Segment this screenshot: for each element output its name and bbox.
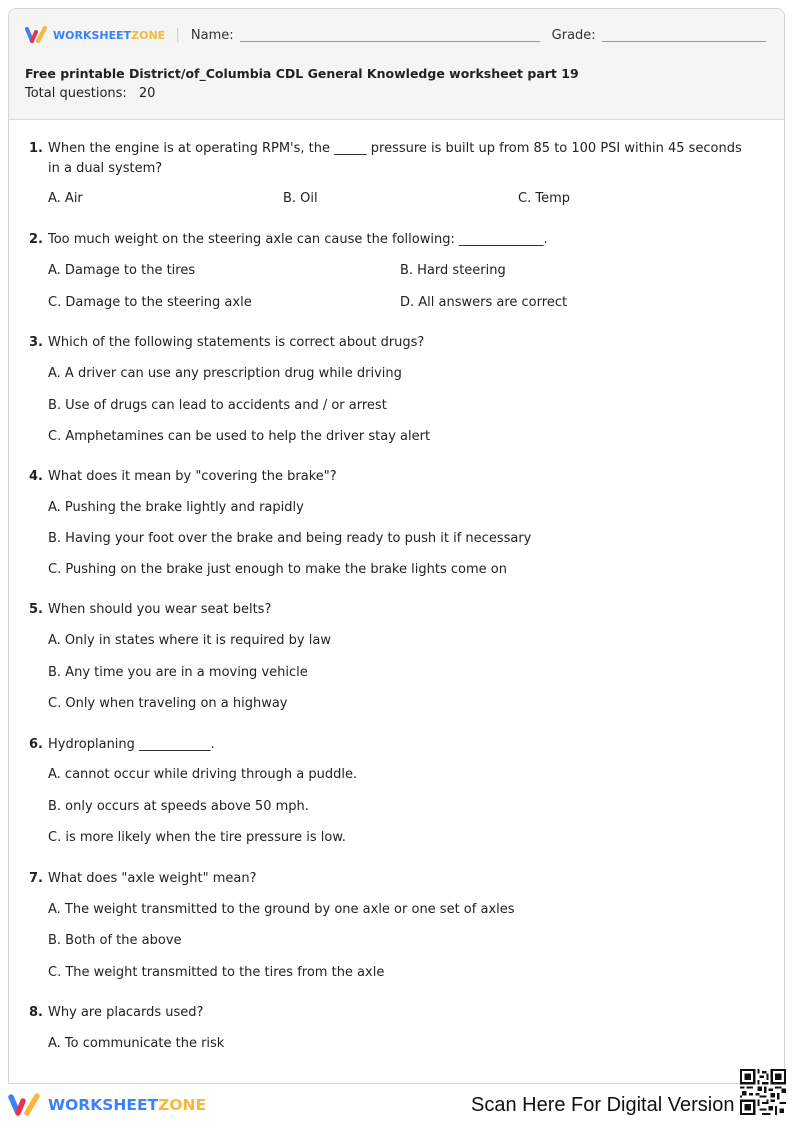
option-b[interactable]: B. Use of drugs can lead to accidents and / or arrest: [48, 398, 387, 413]
logo-word-zone: ZONE: [131, 28, 166, 42]
name-label: Name:: [190, 27, 234, 43]
header-separator: |: [175, 27, 180, 43]
option-c[interactable]: C. Temp: [518, 191, 570, 206]
option-c[interactable]: C. Pushing on the brake just enough to make the brake lights come on: [48, 562, 507, 577]
option-a[interactable]: A. cannot occur while driving through a puddle.: [48, 767, 358, 782]
question-text: Too much weight on the steering axle can cause the following: _____________.: [48, 232, 548, 247]
worksheet-title: Free printable District/of_Columbia CDL General Knowledge worksheet part 19: [25, 66, 579, 81]
logo-word-zone: ZONE: [158, 1096, 207, 1114]
total-questions: [25, 86, 155, 101]
question-text: When should you wear seat belts?: [48, 602, 272, 617]
question-text: Which of the following statements is correct about drugs?: [48, 335, 425, 350]
worksheet-header: [9, 9, 784, 120]
option-a[interactable]: A. Pushing the brake lightly and rapidly: [48, 500, 304, 515]
option-a[interactable]: A. Only in states where it is required by law: [48, 633, 331, 648]
option-b[interactable]: B. only occurs at speeds above 50 mph.: [48, 799, 309, 814]
option-b[interactable]: B. Any time you are in a moving vehicle: [48, 665, 308, 680]
question-text: What does it mean by "covering the brake"?: [48, 469, 337, 484]
option-d[interactable]: D. All answers are correct: [400, 295, 568, 310]
option-a[interactable]: A. Damage to the tires: [48, 263, 196, 278]
qr-code-icon[interactable]: [740, 1069, 786, 1115]
brand-row: [25, 25, 766, 45]
option-b[interactable]: B. Oil: [283, 191, 318, 206]
worksheet-page: [8, 8, 785, 1084]
option-c[interactable]: C. Amphetamines can be used to help the driver stay alert: [48, 429, 431, 444]
option-a[interactable]: A. To communicate the risk: [48, 1036, 225, 1051]
grade-field[interactable]: [602, 28, 766, 42]
option-c[interactable]: C. is more likely when the tire pressure is low.: [48, 830, 346, 845]
question-text: Why are placards used?: [48, 1005, 204, 1020]
question-number: 4.: [29, 469, 43, 484]
scan-caption: Scan Here For Digital Version: [471, 1094, 735, 1116]
option-a[interactable]: A. Air: [48, 191, 83, 206]
question-text: Hydroplaning ___________.: [48, 737, 215, 752]
option-b[interactable]: B. Having your foot over the brake and being ready to push it if necessary: [48, 531, 532, 546]
question-text: What does "axle weight" mean?: [48, 871, 257, 886]
worksheetzone-logo[interactable]: [25, 26, 165, 44]
footer-logo-text: [48, 1096, 206, 1114]
question-number: 7.: [29, 871, 43, 886]
logo-word-worksheet: WORKSHEET: [48, 1096, 159, 1114]
option-a[interactable]: A. A driver can use any prescription drug while driving: [48, 366, 402, 381]
question-number: 8.: [29, 1005, 43, 1020]
footer-logo[interactable]: [8, 1093, 206, 1117]
question-number: 3.: [29, 335, 43, 350]
question-text: When the engine is at operating RPM's, the _____ pressure is built up from 85 to 100 PSI within 45 seconds in a dual system?: [48, 141, 742, 176]
total-questions-value: 20: [138, 86, 156, 101]
question-number: 1.: [29, 141, 43, 156]
question-number: 5.: [29, 602, 43, 617]
worksheetzone-logo-icon: [8, 1093, 42, 1117]
name-field[interactable]: [240, 28, 540, 42]
logo-word-worksheet: WORKSHEET: [53, 28, 132, 42]
option-c[interactable]: C. Damage to the steering axle: [48, 295, 252, 310]
question-number: 2.: [29, 232, 43, 247]
option-c[interactable]: C. Only when traveling on a highway: [48, 696, 288, 711]
total-questions-label: Total questions:: [25, 86, 127, 101]
option-a[interactable]: A. The weight transmitted to the ground by one axle or one set of axles: [48, 902, 515, 917]
option-b[interactable]: B. Both of the above: [48, 933, 182, 948]
grade-label: Grade:: [551, 27, 596, 43]
worksheetzone-logo-icon: [25, 26, 49, 44]
question-number: 6.: [29, 737, 43, 752]
option-b[interactable]: B. Hard steering: [400, 263, 506, 278]
logo-text: [53, 29, 165, 42]
option-c[interactable]: C. The weight transmitted to the tires from the axle: [48, 965, 385, 980]
